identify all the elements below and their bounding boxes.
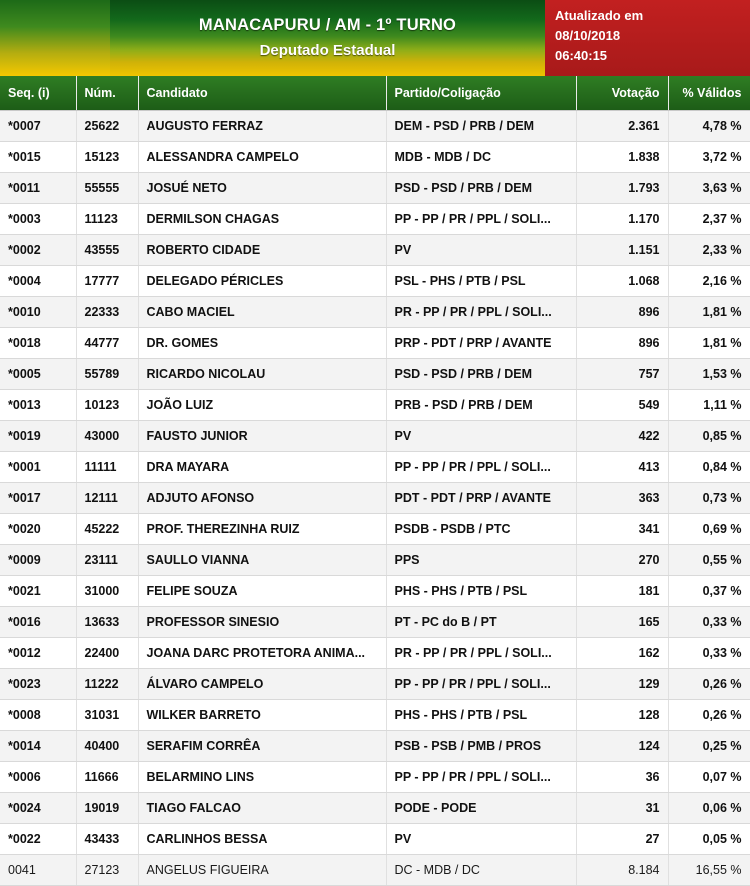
cell-num: 19019 bbox=[76, 793, 138, 824]
cell-num: 11111 bbox=[76, 452, 138, 483]
cell-num: 55555 bbox=[76, 173, 138, 204]
table-row[interactable] bbox=[0, 576, 750, 607]
cell-partido: PDT - PDT / PRP / AVANTE bbox=[386, 483, 576, 514]
cell-candidato: RICARDO NICOLAU bbox=[138, 359, 386, 390]
cell-seq: *0022 bbox=[0, 824, 76, 855]
cell-seq: *0003 bbox=[0, 204, 76, 235]
cell-candidato: SERAFIM CORRÊA bbox=[138, 731, 386, 762]
table-row[interactable] bbox=[0, 607, 750, 638]
cell-num: 12111 bbox=[76, 483, 138, 514]
table-row[interactable] bbox=[0, 700, 750, 731]
table-row[interactable] bbox=[0, 297, 750, 328]
cell-candidato: DELEGADO PÉRICLES bbox=[138, 266, 386, 297]
cell-seq: *0021 bbox=[0, 576, 76, 607]
table-row[interactable] bbox=[0, 483, 750, 514]
cell-validos: 0,33 % bbox=[668, 638, 750, 669]
cell-validos: 3,72 % bbox=[668, 142, 750, 173]
cell-partido: PRP - PDT / PRP / AVANTE bbox=[386, 328, 576, 359]
cell-validos: 16,55 % bbox=[668, 855, 750, 886]
cell-validos: 0,84 % bbox=[668, 452, 750, 483]
cell-votacao: 162 bbox=[576, 638, 668, 669]
update-status-label: Atualizado em bbox=[555, 8, 644, 23]
cell-partido: DEM - PSD / PRB / DEM bbox=[386, 111, 576, 142]
cell-validos: 1,11 % bbox=[668, 390, 750, 421]
column-header-candidato[interactable]: Candidato bbox=[138, 76, 386, 111]
cell-num: 22333 bbox=[76, 297, 138, 328]
cell-partido: PT - PC do B / PT bbox=[386, 607, 576, 638]
cell-validos: 0,06 % bbox=[668, 793, 750, 824]
cell-num: 43433 bbox=[76, 824, 138, 855]
cell-candidato: ROBERTO CIDADE bbox=[138, 235, 386, 266]
table-row[interactable] bbox=[0, 111, 750, 142]
cell-candidato: ANGELUS FIGUEIRA bbox=[138, 855, 386, 886]
cell-partido: PV bbox=[386, 421, 576, 452]
cell-validos: 0,25 % bbox=[668, 731, 750, 762]
cell-num: 55789 bbox=[76, 359, 138, 390]
cell-num: 27123 bbox=[76, 855, 138, 886]
cell-validos: 1,81 % bbox=[668, 328, 750, 359]
cell-candidato: WILKER BARRETO bbox=[138, 700, 386, 731]
cell-seq: *0015 bbox=[0, 142, 76, 173]
table-row[interactable] bbox=[0, 855, 750, 886]
cell-seq: *0017 bbox=[0, 483, 76, 514]
cell-num: 15123 bbox=[76, 142, 138, 173]
cell-candidato: FELIPE SOUZA bbox=[138, 576, 386, 607]
cell-votacao: 270 bbox=[576, 545, 668, 576]
cell-validos: 2,16 % bbox=[668, 266, 750, 297]
cell-validos: 3,63 % bbox=[668, 173, 750, 204]
cell-candidato: ALESSANDRA CAMPELO bbox=[138, 142, 386, 173]
table-row[interactable] bbox=[0, 638, 750, 669]
cell-partido: PODE - PODE bbox=[386, 793, 576, 824]
table-row[interactable] bbox=[0, 545, 750, 576]
cell-seq: 0041 bbox=[0, 855, 76, 886]
cell-votacao: 363 bbox=[576, 483, 668, 514]
cell-votacao: 1.068 bbox=[576, 266, 668, 297]
table-row[interactable] bbox=[0, 359, 750, 390]
cell-seq: *0014 bbox=[0, 731, 76, 762]
page-subtitle: Deputado Estadual bbox=[259, 42, 396, 59]
cell-candidato: TIAGO FALCAO bbox=[138, 793, 386, 824]
cell-validos: 0,69 % bbox=[668, 514, 750, 545]
column-header-partido[interactable]: Partido/Coligação bbox=[386, 76, 576, 111]
cell-candidato: SAULLO VIANNA bbox=[138, 545, 386, 576]
cell-validos: 0,37 % bbox=[668, 576, 750, 607]
cell-num: 31031 bbox=[76, 700, 138, 731]
table-row[interactable] bbox=[0, 824, 750, 855]
header-title-block bbox=[110, 0, 545, 76]
column-header-num[interactable]: Núm. bbox=[76, 76, 138, 111]
cell-seq: *0010 bbox=[0, 297, 76, 328]
cell-votacao: 8.184 bbox=[576, 855, 668, 886]
cell-validos: 0,73 % bbox=[668, 483, 750, 514]
cell-partido: PR - PP / PR / PPL / SOLI... bbox=[386, 297, 576, 328]
cell-partido: PSDB - PSDB / PTC bbox=[386, 514, 576, 545]
table-row[interactable] bbox=[0, 514, 750, 545]
cell-seq: *0012 bbox=[0, 638, 76, 669]
cell-partido: PP - PP / PR / PPL / SOLI... bbox=[386, 669, 576, 700]
cell-candidato: DERMILSON CHAGAS bbox=[138, 204, 386, 235]
cell-votacao: 165 bbox=[576, 607, 668, 638]
table-row[interactable] bbox=[0, 762, 750, 793]
cell-votacao: 413 bbox=[576, 452, 668, 483]
cell-num: 43555 bbox=[76, 235, 138, 266]
cell-partido: PPS bbox=[386, 545, 576, 576]
cell-candidato: CABO MACIEL bbox=[138, 297, 386, 328]
page-title: MANACAPURU / AM - 1º TURNO bbox=[198, 16, 457, 34]
table-row[interactable] bbox=[0, 731, 750, 762]
cell-validos: 0,07 % bbox=[668, 762, 750, 793]
cell-validos: 0,85 % bbox=[668, 421, 750, 452]
cell-num: 40400 bbox=[76, 731, 138, 762]
cell-seq: *0006 bbox=[0, 762, 76, 793]
cell-partido: PSD - PSD / PRB / DEM bbox=[386, 359, 576, 390]
cell-partido: PV bbox=[386, 235, 576, 266]
cell-seq: *0019 bbox=[0, 421, 76, 452]
cell-validos: 0,33 % bbox=[668, 607, 750, 638]
column-header-seq[interactable]: Seq. (i) bbox=[0, 76, 76, 111]
cell-num: 11666 bbox=[76, 762, 138, 793]
cell-votacao: 1.151 bbox=[576, 235, 668, 266]
cell-candidato: ÁLVARO CAMPELO bbox=[138, 669, 386, 700]
cell-partido: PV bbox=[386, 824, 576, 855]
cell-partido: PHS - PHS / PTB / PSL bbox=[386, 576, 576, 607]
cell-votacao: 129 bbox=[576, 669, 668, 700]
cell-num: 45222 bbox=[76, 514, 138, 545]
cell-candidato: PROF. THEREZINHA RUIZ bbox=[138, 514, 386, 545]
cell-partido: PR - PP / PR / PPL / SOLI... bbox=[386, 638, 576, 669]
cell-votacao: 128 bbox=[576, 700, 668, 731]
table-row[interactable] bbox=[0, 390, 750, 421]
cell-validos: 2,33 % bbox=[668, 235, 750, 266]
cell-seq: *0004 bbox=[0, 266, 76, 297]
table-row[interactable] bbox=[0, 235, 750, 266]
cell-candidato: JOÃO LUIZ bbox=[138, 390, 386, 421]
cell-seq: *0001 bbox=[0, 452, 76, 483]
cell-partido: PRB - PSD / PRB / DEM bbox=[386, 390, 576, 421]
table-row[interactable] bbox=[0, 793, 750, 824]
cell-seq: *0020 bbox=[0, 514, 76, 545]
update-status-time: 06:40:15 bbox=[555, 48, 608, 63]
cell-candidato: PROFESSOR SINESIO bbox=[138, 607, 386, 638]
table-header-row bbox=[0, 76, 750, 111]
cell-candidato: BELARMINO LINS bbox=[138, 762, 386, 793]
cell-num: 43000 bbox=[76, 421, 138, 452]
cell-validos: 1,53 % bbox=[668, 359, 750, 390]
cell-num: 23111 bbox=[76, 545, 138, 576]
column-header-validos[interactable]: % Válidos bbox=[668, 76, 750, 111]
results-table bbox=[0, 76, 750, 886]
cell-num: 17777 bbox=[76, 266, 138, 297]
table-row[interactable] bbox=[0, 328, 750, 359]
cell-seq: *0018 bbox=[0, 328, 76, 359]
cell-votacao: 36 bbox=[576, 762, 668, 793]
cell-candidato: CARLINHOS BESSA bbox=[138, 824, 386, 855]
cell-validos: 0,26 % bbox=[668, 669, 750, 700]
cell-partido: PP - PP / PR / PPL / SOLI... bbox=[386, 452, 576, 483]
cell-votacao: 124 bbox=[576, 731, 668, 762]
cell-num: 11222 bbox=[76, 669, 138, 700]
cell-candidato: JOANA DARC PROTETORA ANIMA... bbox=[138, 638, 386, 669]
cell-validos: 0,26 % bbox=[668, 700, 750, 731]
table-row[interactable] bbox=[0, 142, 750, 173]
table-row[interactable] bbox=[0, 421, 750, 452]
column-header-votacao[interactable]: Votação bbox=[576, 76, 668, 111]
cell-validos: 2,37 % bbox=[668, 204, 750, 235]
cell-votacao: 549 bbox=[576, 390, 668, 421]
cell-num: 25622 bbox=[76, 111, 138, 142]
cell-num: 44777 bbox=[76, 328, 138, 359]
cell-num: 22400 bbox=[76, 638, 138, 669]
cell-seq: *0011 bbox=[0, 173, 76, 204]
cell-candidato: DR. GOMES bbox=[138, 328, 386, 359]
cell-partido: PP - PP / PR / PPL / SOLI... bbox=[386, 204, 576, 235]
cell-validos: 0,55 % bbox=[668, 545, 750, 576]
cell-validos: 0,05 % bbox=[668, 824, 750, 855]
cell-votacao: 341 bbox=[576, 514, 668, 545]
cell-num: 11123 bbox=[76, 204, 138, 235]
cell-validos: 4,78 % bbox=[668, 111, 750, 142]
update-status-date: 08/10/2018 bbox=[555, 28, 621, 43]
cell-seq: *0016 bbox=[0, 607, 76, 638]
cell-partido: PSL - PHS / PTB / PSL bbox=[386, 266, 576, 297]
table-row[interactable] bbox=[0, 204, 750, 235]
cell-votacao: 1.838 bbox=[576, 142, 668, 173]
cell-candidato: JOSUÉ NETO bbox=[138, 173, 386, 204]
cell-seq: *0023 bbox=[0, 669, 76, 700]
table-row[interactable] bbox=[0, 452, 750, 483]
cell-validos: 1,81 % bbox=[668, 297, 750, 328]
cell-partido: DC - MDB / DC bbox=[386, 855, 576, 886]
table-row[interactable] bbox=[0, 266, 750, 297]
header-left-accent bbox=[0, 0, 110, 76]
cell-num: 13633 bbox=[76, 607, 138, 638]
cell-votacao: 896 bbox=[576, 297, 668, 328]
cell-partido: MDB - MDB / DC bbox=[386, 142, 576, 173]
cell-num: 10123 bbox=[76, 390, 138, 421]
cell-candidato: FAUSTO JUNIOR bbox=[138, 421, 386, 452]
cell-votacao: 31 bbox=[576, 793, 668, 824]
cell-seq: *0009 bbox=[0, 545, 76, 576]
table-row[interactable] bbox=[0, 173, 750, 204]
cell-votacao: 1.170 bbox=[576, 204, 668, 235]
cell-votacao: 2.361 bbox=[576, 111, 668, 142]
cell-candidato: AUGUSTO FERRAZ bbox=[138, 111, 386, 142]
table-body bbox=[0, 111, 750, 886]
cell-partido: PSB - PSB / PMB / PROS bbox=[386, 731, 576, 762]
cell-partido: PP - PP / PR / PPL / SOLI... bbox=[386, 762, 576, 793]
cell-candidato: DRA MAYARA bbox=[138, 452, 386, 483]
table-row[interactable] bbox=[0, 669, 750, 700]
cell-candidato: ADJUTO AFONSO bbox=[138, 483, 386, 514]
cell-partido: PHS - PHS / PTB / PSL bbox=[386, 700, 576, 731]
update-status-box bbox=[545, 0, 750, 76]
cell-seq: *0024 bbox=[0, 793, 76, 824]
cell-votacao: 1.793 bbox=[576, 173, 668, 204]
cell-votacao: 757 bbox=[576, 359, 668, 390]
cell-votacao: 27 bbox=[576, 824, 668, 855]
cell-seq: *0005 bbox=[0, 359, 76, 390]
cell-votacao: 181 bbox=[576, 576, 668, 607]
cell-votacao: 896 bbox=[576, 328, 668, 359]
cell-partido: PSD - PSD / PRB / DEM bbox=[386, 173, 576, 204]
cell-seq: *0002 bbox=[0, 235, 76, 266]
cell-votacao: 422 bbox=[576, 421, 668, 452]
cell-seq: *0008 bbox=[0, 700, 76, 731]
cell-num: 31000 bbox=[76, 576, 138, 607]
page-header bbox=[0, 0, 750, 76]
cell-seq: *0007 bbox=[0, 111, 76, 142]
cell-seq: *0013 bbox=[0, 390, 76, 421]
